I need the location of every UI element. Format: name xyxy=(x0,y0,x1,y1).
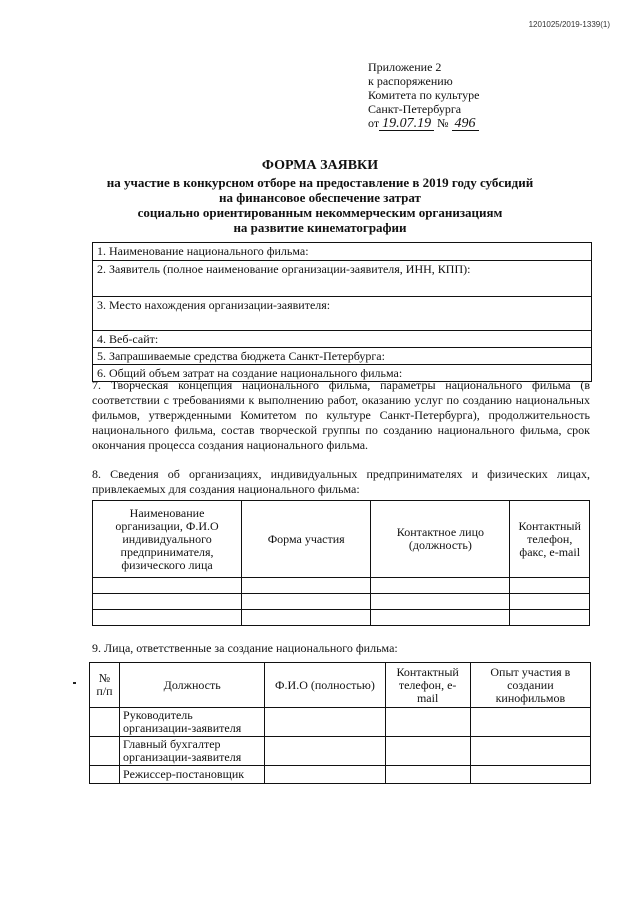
column-header: Контактный телефон, e-mail xyxy=(385,663,470,708)
table-row xyxy=(90,708,591,737)
table-cell[interactable] xyxy=(90,737,120,766)
scan-speck xyxy=(73,682,76,684)
field-applicant[interactable]: 2. Заявитель (полное наименование организации-заявителя, ИНН, КПП): xyxy=(93,260,591,296)
annex-block xyxy=(368,60,479,131)
form-title xyxy=(0,158,640,235)
table-row xyxy=(90,737,591,766)
table-cell[interactable] xyxy=(93,610,242,626)
table-row xyxy=(93,610,590,626)
table-cell[interactable] xyxy=(385,708,470,737)
annex-date-line xyxy=(368,116,479,131)
table-row xyxy=(93,578,590,594)
participants-table xyxy=(92,500,590,626)
handwritten-number: 496 xyxy=(452,117,479,131)
table-cell[interactable] xyxy=(371,610,510,626)
table-cell[interactable] xyxy=(242,610,371,626)
column-header: Контактный телефон, факс, e-mail xyxy=(510,501,590,578)
column-header: Контактное лицо (должность) xyxy=(371,501,510,578)
form-title-line: на финансовое обеспечение затрат xyxy=(219,190,421,205)
table-row xyxy=(90,766,591,784)
table-row xyxy=(93,594,590,610)
field-location[interactable]: 3. Место нахождения организации-заявителя: xyxy=(93,296,591,330)
table-cell[interactable] xyxy=(385,766,470,784)
table-cell[interactable] xyxy=(510,610,590,626)
table-cell[interactable] xyxy=(242,578,371,594)
column-header: Опыт участия в создании кинофильмов xyxy=(470,663,590,708)
table-cell[interactable] xyxy=(90,766,120,784)
table-cell[interactable] xyxy=(371,578,510,594)
table-cell[interactable] xyxy=(93,594,242,610)
column-header: Форма участия xyxy=(242,501,371,578)
responsible-persons-table xyxy=(89,662,591,784)
field-website[interactable]: 4. Веб-сайт: xyxy=(93,330,591,347)
table-cell[interactable] xyxy=(510,594,590,610)
table-cell[interactable] xyxy=(93,578,242,594)
annex-line: Санкт-Петербурга xyxy=(368,102,462,116)
table-cell[interactable] xyxy=(470,766,590,784)
table-cell[interactable] xyxy=(265,766,385,784)
position-label: Режиссер-постановщик xyxy=(120,766,265,784)
handwritten-date: 19.07.19 xyxy=(379,117,434,131)
column-header: Ф.И.О (полностью) xyxy=(265,663,385,708)
table-cell[interactable] xyxy=(265,708,385,737)
column-header: Должность xyxy=(120,663,265,708)
table-cell[interactable] xyxy=(90,708,120,737)
number-sign: № xyxy=(437,116,449,130)
form-title-line: на развитие кинематографии xyxy=(233,220,407,235)
section-7-text: 7. Творческая концепция национального фильма, параметры национального фильма (в соответствии с требованиями к выполнению работ, оказанию услуг по созданию национальных фильмов, утвержденными Комитетом по культуре Санкт-Петербурга), продолжительность национального фильма, состав творческой группы по созданию национального фильма, срок окончания процесса создания национального фильма. xyxy=(92,378,590,452)
table-cell[interactable] xyxy=(242,594,371,610)
table-cell[interactable] xyxy=(385,737,470,766)
table-cell[interactable] xyxy=(470,737,590,766)
column-header: Наименование организации, Ф.И.О индивидуального предпринимателя, физического лица xyxy=(93,501,242,578)
table-cell[interactable] xyxy=(470,708,590,737)
section-8-text: 8. Сведения об организациях, индивидуальных предпринимателях и физических лицах, привлекаемых для создания национального фильма: xyxy=(92,467,590,496)
table-cell[interactable] xyxy=(371,594,510,610)
form-title-line: на участие в конкурсном отборе на предоставление в 2019 году субсидий xyxy=(106,175,534,190)
application-fields xyxy=(92,242,592,382)
position-label: Руководитель организации-заявителя xyxy=(120,708,265,737)
form-title-main: ФОРМА ЗАЯВКИ xyxy=(261,158,379,173)
date-prefix: от xyxy=(368,116,380,130)
annex-line: к распоряжению xyxy=(368,74,453,88)
form-title-line: социально ориентированным некоммерческим организациям xyxy=(137,205,503,220)
field-requested-funds[interactable]: 5. Запрашиваемые средства бюджета Санкт-Петербурга: xyxy=(93,347,591,364)
annex-line: Приложение 2 xyxy=(368,60,442,74)
section-9-text: 9. Лица, ответственные за создание национального фильма: xyxy=(92,641,398,655)
position-label: Главный бухгалтер организации-заявителя xyxy=(120,737,265,766)
field-total-costs[interactable]: 6. Общий объем затрат на создание национального фильма: xyxy=(93,364,591,381)
column-header: № п/п xyxy=(90,663,120,708)
annex-line: Комитета по культуре xyxy=(368,88,480,102)
document-number: 1201025/2019-1339(1) xyxy=(528,20,610,29)
field-film-name[interactable]: 1. Наименование национального фильма: xyxy=(97,244,309,258)
table-cell[interactable] xyxy=(510,578,590,594)
table-cell[interactable] xyxy=(265,737,385,766)
